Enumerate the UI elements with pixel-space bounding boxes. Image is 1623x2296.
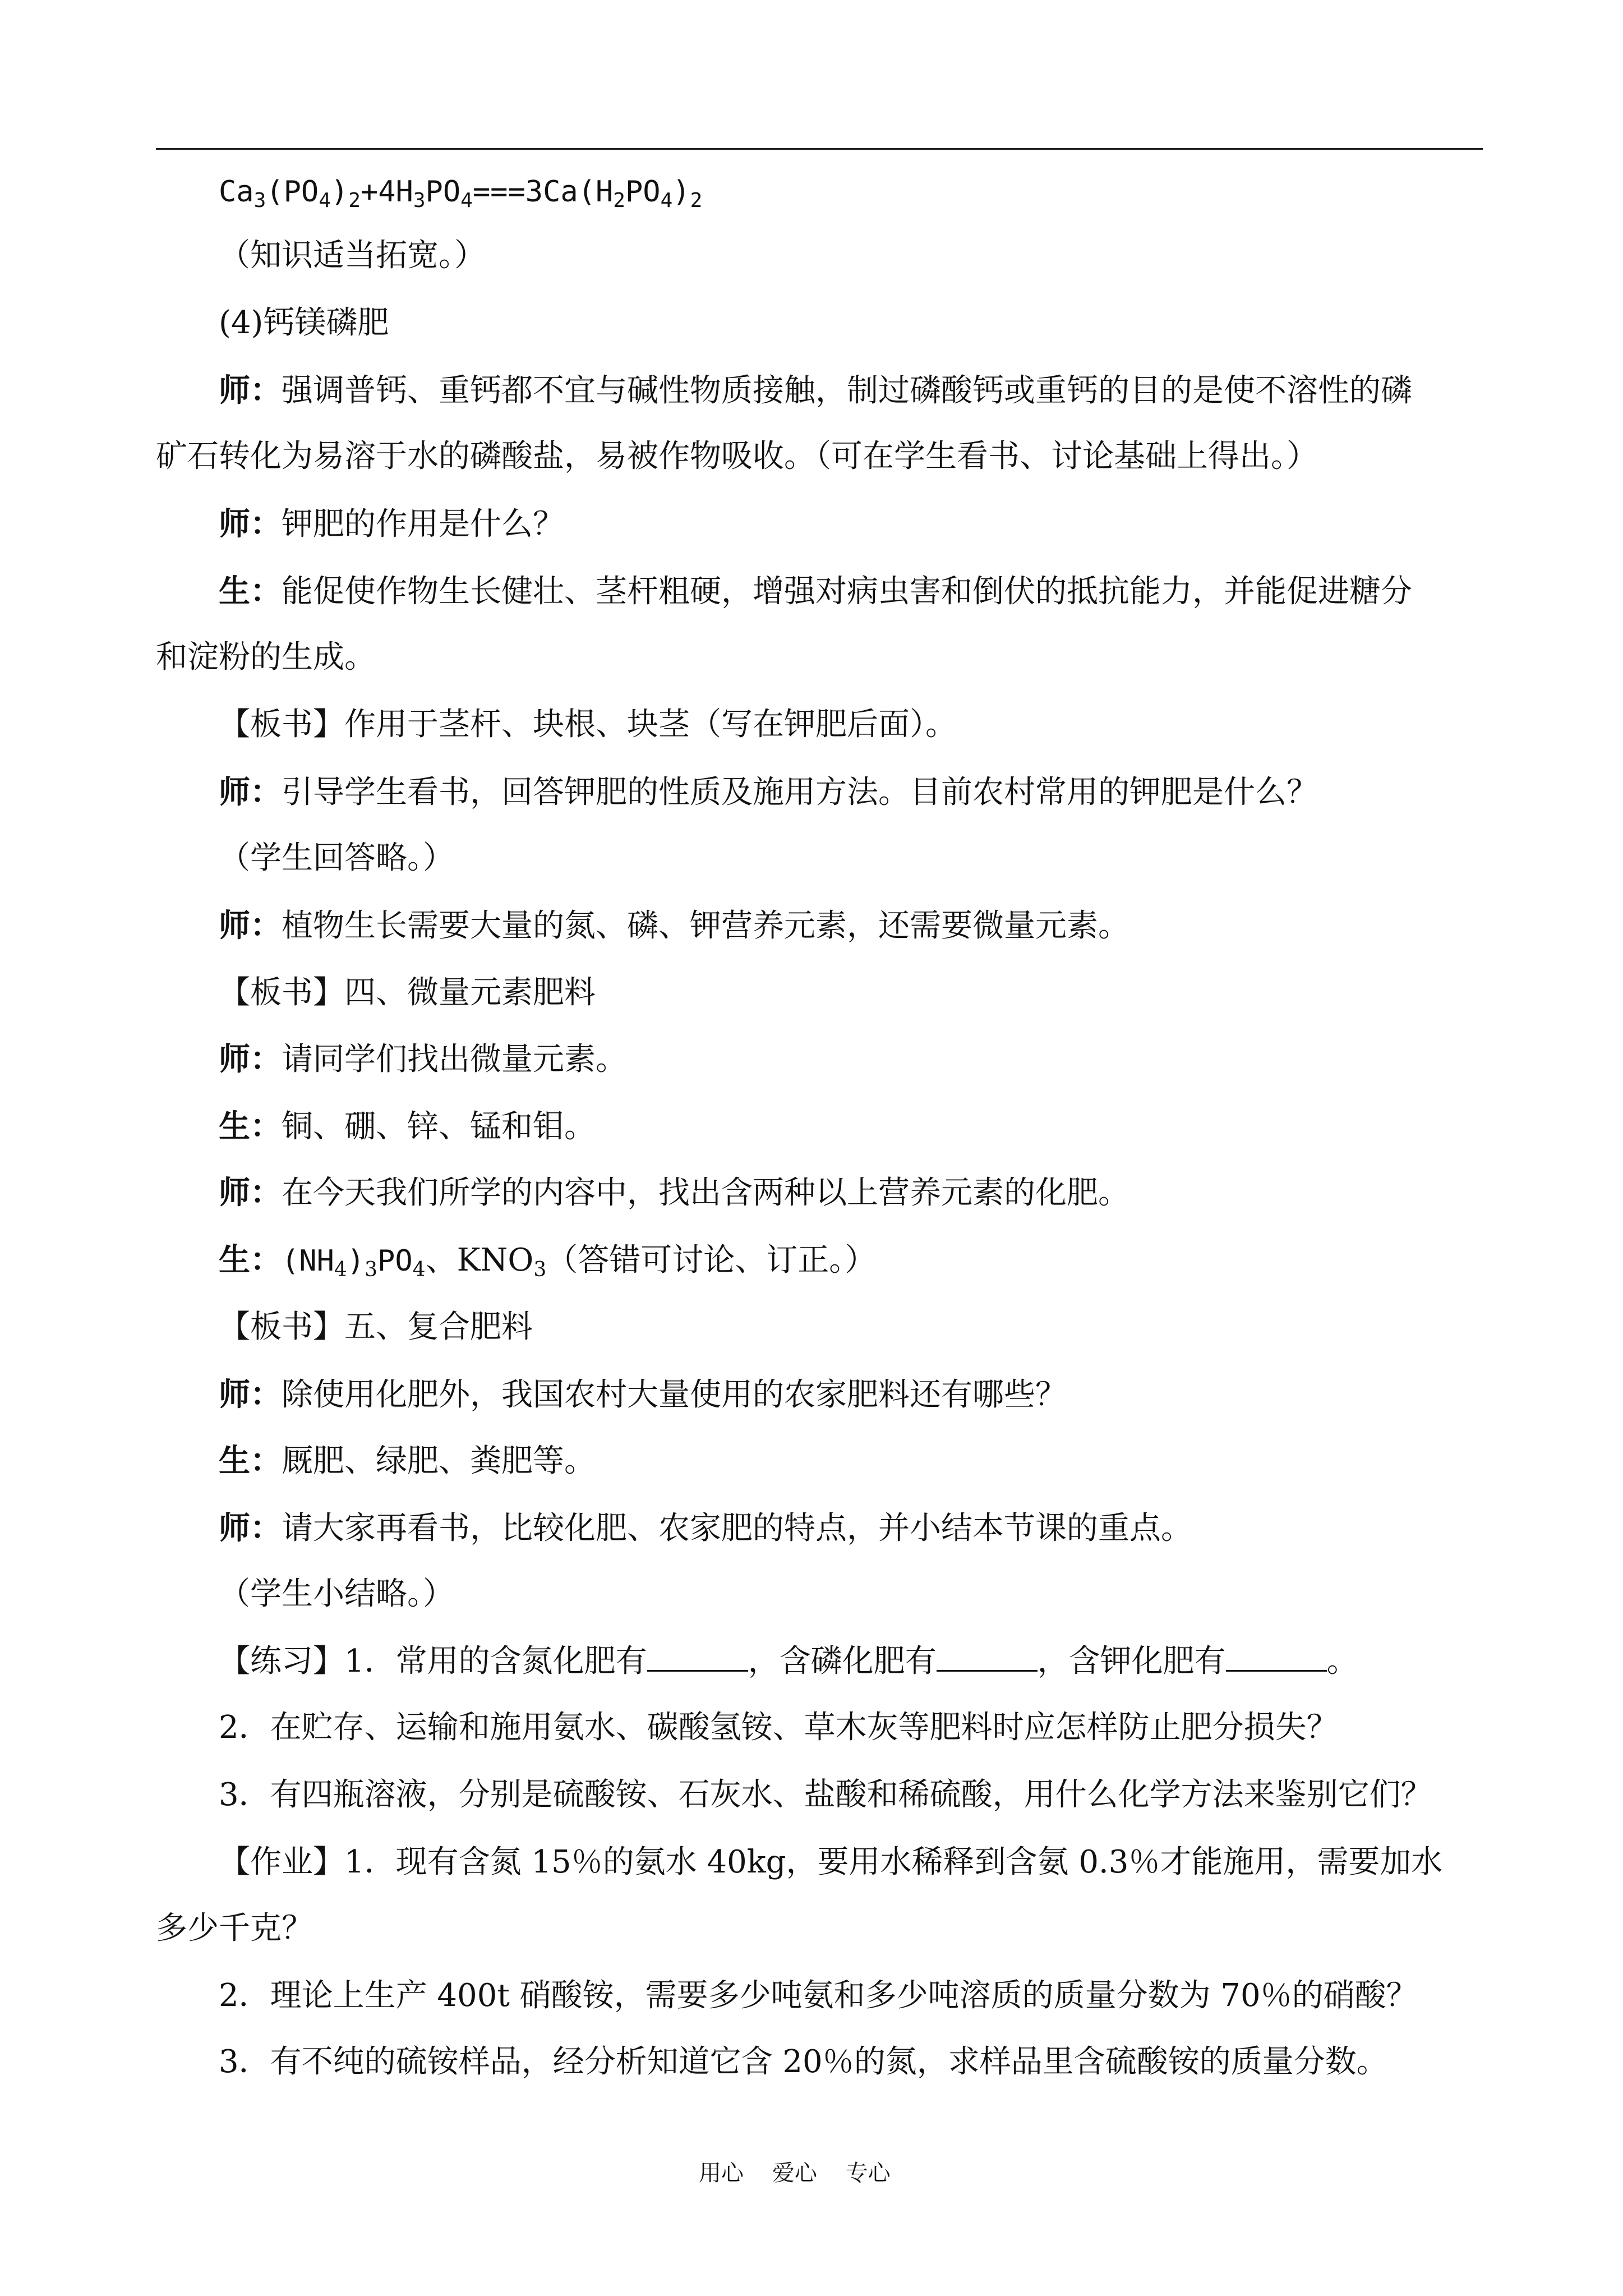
homework-line: 2．理论上生产 400t 硝酸铵，需要多少吨氨和多少吨溶质的质量分数为 70％的硝酸？ [219, 1977, 1418, 2014]
student-line-cont: 和淀粉的生成。 [156, 639, 376, 675]
student-line: 生：能促使作物生长健壮、茎杆粗硬，增强对病虫害和倒伏的抵抗能力，并能促进糖分 [219, 573, 1412, 610]
board-line: 【板书】四、微量元素肥料 [219, 974, 596, 1011]
homework-line-cont: 多少千克？ [156, 1910, 313, 1947]
teacher-line: 师：钾肥的作用是什么？ [219, 505, 564, 542]
exercise-line: 2．在贮存、运输和施用氨水、碳酸氢铵、草木灰等肥料时应怎样防止肥分损失？ [219, 1709, 1338, 1746]
board-line: 【板书】五、复合肥料 [219, 1309, 533, 1345]
student-line: 生：厩肥、绿肥、粪肥等。 [219, 1442, 596, 1479]
teacher-line: 师：在今天我们所学的内容中，找出含两种以上营养元素的化肥。 [219, 1174, 1129, 1211]
note-line: （学生小结略。） [219, 1576, 454, 1612]
teacher-line: 师：除使用化肥外，我国农村大量使用的农家肥料还有哪些？ [219, 1376, 1067, 1413]
chemical-equation: $Ca_3(PO_4)_2+4H_3PO_4===3Ca(H_2PO_4)_2$ [219, 175, 703, 212]
homework-line: 【作业】1．现有含氮 15％的氨水 40kg，要用水稀释到含氨 0.3％才能施用，需要加水 [219, 1844, 1443, 1880]
board-line: 【板书】作用于茎杆、块根、块茎（写在钾肥后面）。 [219, 706, 957, 743]
answer-blank [937, 1642, 1038, 1672]
subheading-line: (4)钙镁磷肥 [219, 305, 389, 341]
teacher-line: 师：请大家再看书，比较化肥、农家肥的特点，并小结本节课的重点。 [219, 1510, 1192, 1547]
note-line: （知识适当拓宽。） [219, 237, 486, 274]
homework-line: 3．有不纯的硫铵样品，经分析知道它含 20％的氮，求样品里含硫酸铵的质量分数。 [219, 2044, 1388, 2080]
answer-blank [647, 1642, 748, 1672]
teacher-line: 师：引导学生看书，回答钾肥的性质及施用方法。目前农村常用的钾肥是什么？ [219, 774, 1318, 811]
note-line: （学生回答略。） [219, 840, 454, 876]
teacher-line: 师：请同学们找出微量元素。 [219, 1041, 627, 1078]
exercise-line: 3．有四瓶溶液，分别是硫酸铵、石灰水、盐酸和稀硫酸，用什么化学方法来鉴别它们？ [219, 1777, 1432, 1813]
teacher-line: 师：强调普钙、重钙都不宜与碱性物质接触，制过磷酸钙或重钙的目的是使不溶性的磷 [219, 372, 1412, 409]
teacher-line: 师：植物生长需要大量的氮、磷、钾营养元素，还需要微量元素。 [219, 907, 1129, 944]
student-line: 生：$(NH_4)_3PO_4$、$KNO_3$（答错可讨论、订正。） [219, 1241, 877, 1281]
teacher-line-cont: 矿石转化为易溶于水的磷酸盐，易被作物吸收。（可在学生看书、讨论基础上得出。） [156, 438, 1318, 475]
answer-blank [1226, 1642, 1327, 1672]
page-footer: 用心 爱心 专心 [699, 2160, 891, 2186]
student-line: 生：铜、硼、锌、锰和钼。 [219, 1108, 596, 1145]
exercise-line: 【练习】1．常用的含氮化肥有 ，含磷化肥有 ，含钾化肥有 。 [219, 1643, 1358, 1680]
header-rule [156, 148, 1483, 150]
